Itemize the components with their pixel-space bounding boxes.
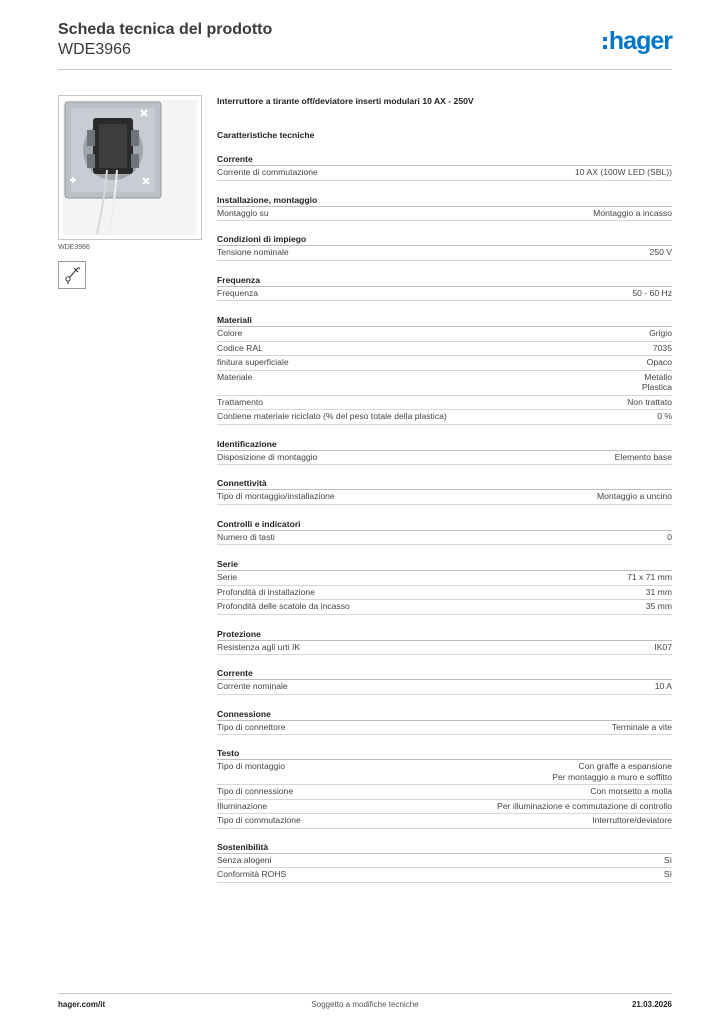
section-title: Connessione [217,708,672,721]
spec-row [217,207,672,222]
spec-section [217,518,672,546]
spec-section [217,628,672,656]
spec-value: Montaggio a uncino [596,491,672,501]
spec-row [217,721,672,736]
spec-row [217,166,672,181]
spec-section [217,233,672,261]
spec-value: Metallo Plastica [641,371,672,392]
spec-row [217,371,672,396]
section-title: Sostenibilità [217,841,672,854]
section-title: Protezione [217,628,672,641]
spec-row [217,246,672,261]
logo-wordmark: hager [608,27,672,55]
tech-heading: Caratteristiche tecniche [217,130,315,140]
spec-value: IK07 [654,641,672,652]
spec-table [217,153,672,883]
spec-value: 31 mm [645,586,672,597]
spec-label: Materiale [217,371,253,382]
spec-column [217,95,672,883]
spec-value: Non trattato [627,396,672,407]
spec-row [217,785,672,800]
hager-logo [603,28,672,54]
spec-row [217,531,672,546]
spec-section [217,153,672,181]
spec-row [217,356,672,371]
page-title: Scheda tecnica del prodotto [58,21,273,38]
section-title: Serie [217,558,672,571]
spec-label: Numero di tasti [217,531,275,542]
spec-label: Tipo di connessione [217,786,294,796]
spec-label: Illuminazione [217,800,268,811]
spec-section [217,558,672,615]
spec-value: Elemento base [614,451,672,462]
spec-value: Montaggio a incasso [593,207,672,218]
spec-row [217,760,672,785]
spec-section [217,194,672,222]
spec-value: Per illuminazione e commutazione di controllo [497,800,672,811]
section-title: Corrente [217,667,672,680]
spec-label: Tipo di connettore [217,721,286,732]
section-title: Testo [217,747,672,760]
spec-row [217,641,672,656]
spec-row [217,586,672,601]
spec-label: finitura superficiale [217,357,289,367]
spec-label: Disposizione di montaggio [217,451,318,462]
spec-section [217,477,672,505]
spec-value: 10 AX (100W LED (SBL)) [575,167,672,177]
spec-label: Montaggio su [217,207,269,218]
section-title: Identificazione [217,438,672,451]
spec-label: Profondità di installazione [217,586,315,597]
spec-label: Corrente nominale [217,681,288,691]
spec-label: Frequenza [217,287,259,298]
spec-label: Colore [217,328,243,338]
spec-value: Opaco [646,357,672,367]
spec-value: Terminale a vite [611,721,672,732]
spec-row [217,396,672,411]
spec-value: 35 mm [645,601,672,611]
spec-label: Tensione nominale [217,247,289,257]
spec-value: 0 [667,531,672,542]
image-caption: WDE3966 [58,244,90,251]
product-image [58,95,202,240]
spec-value: 0 % [657,411,672,421]
spec-row [217,327,672,342]
spec-value: 71 x 71 mm [627,572,672,582]
section-title: Frequenza [217,274,672,287]
spec-row [217,600,672,615]
spec-value: Con graffe a espansione Per montaggio a muro e soffitto [552,761,672,782]
spec-label: Tipo di montaggio [217,761,285,771]
spec-value: Sì [663,854,672,865]
spec-section [217,438,672,466]
spec-value: Sì [663,869,672,879]
spec-section [217,841,672,883]
spec-section [217,667,672,695]
spec-label: Serie [217,572,238,582]
spec-label: Senza alogeni [217,854,272,865]
spec-row [217,342,672,357]
spec-row [217,287,672,302]
spec-row [217,410,672,425]
footer-website: hager.com/it [58,1000,106,1009]
spec-section [217,708,672,736]
spec-section [217,274,672,302]
page-footer [58,993,672,1017]
section-title: Controlli e indicatori [217,518,672,531]
spec-value: Interruttore/deviatore [592,815,672,825]
section-title: Connettività [217,477,672,490]
spec-row [217,451,672,466]
spec-label: Contiene materiale riciclato (% del peso totale della plastica) [217,411,447,421]
logo-dots-icon [603,37,607,49]
spec-label: Resistenza agli urti IK [217,641,301,652]
spec-row [217,868,672,883]
section-title: Installazione, montaggio [217,194,672,207]
switch-insert-icon [59,96,201,239]
product-media [58,95,202,289]
section-title: Materiali [217,314,672,327]
spec-row [217,680,672,695]
spec-value: Con morsetto a molla [590,786,672,796]
section-title: Corrente [217,153,672,166]
product-code: WDE3966 [58,41,131,58]
spec-row [217,490,672,505]
spec-row [217,814,672,829]
spec-row [217,571,672,586]
pull-switch-pictogram [58,261,86,289]
spec-label: Corrente di commutazione [217,167,318,177]
spec-label: Codice RAL [217,342,263,353]
spec-value: 10 A [654,681,672,691]
page-header [58,20,672,70]
spec-label: Tipo di commutazione [217,815,301,825]
product-description: Interruttore a tirante off/deviatore inserti modulari 10 AX - 250V [217,96,474,106]
spec-section [217,747,672,829]
spec-label: Tipo di montaggio/installazione [217,491,335,501]
footer-date: 21.03.2026 [631,1000,672,1009]
section-title: Condizioni di impiego [217,233,672,246]
spec-label: Profondità delle scatole da incasso [217,601,350,611]
spec-label: Trattamento [217,396,264,407]
spec-row [217,854,672,869]
spec-value: 250 V [649,247,672,257]
footer-note: Soggetto a modifiche tecniche [311,1000,419,1009]
spec-label: Conformità ROHS [217,869,287,879]
spec-value: 7035 [652,342,672,353]
spec-value: 50 - 60 Hz [632,287,672,298]
spec-row [217,800,672,815]
pull-switch-icon [61,264,83,286]
spec-value: Grigio [649,328,672,338]
spec-section [217,314,672,425]
